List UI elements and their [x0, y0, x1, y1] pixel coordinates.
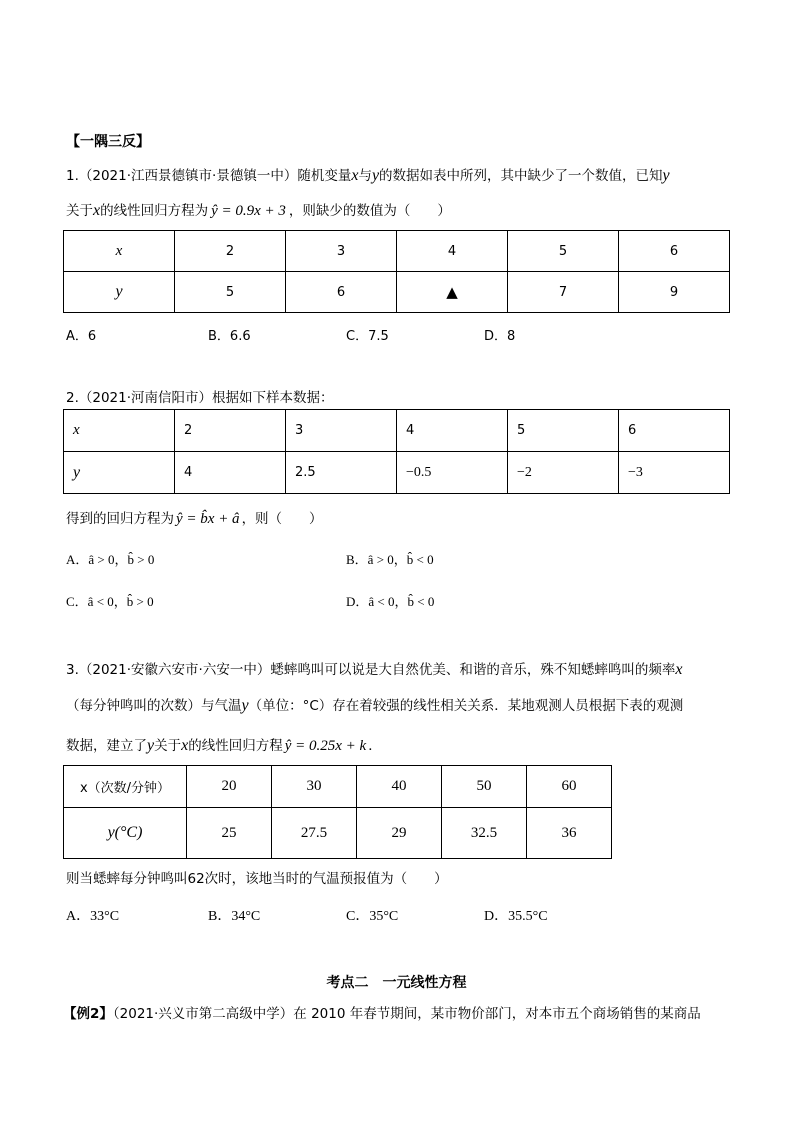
q2-option-a: A．â > 0，b̂ > 0: [66, 552, 155, 567]
q2-table-y-cell: 2.5: [286, 452, 397, 494]
q1-table-x-cell: 2: [175, 231, 286, 272]
q1-table: [63, 230, 730, 313]
q2-option-c: C．â < 0，b̂ > 0: [66, 594, 154, 609]
q1-line2-mid: 的线性回归方程为: [100, 203, 209, 219]
q1-option-a: A．6: [66, 329, 97, 344]
q2-table-x-cell: 2: [175, 410, 286, 452]
q1-table-y-cell: 6: [286, 272, 397, 313]
q1-line1: [66, 164, 670, 185]
q3-line2: [66, 694, 683, 715]
q3-table-y-label: y(°C): [64, 808, 187, 859]
q3-table-x-label: x（次数/分钟）: [64, 766, 187, 808]
q1-line2-prefix: 关于: [66, 203, 93, 219]
q3-line3-var-y: y: [147, 737, 155, 754]
q1-table-missing-triangle: ▲: [397, 272, 508, 313]
q3-table-x-cell: 30: [272, 766, 357, 808]
q3-table: [63, 765, 612, 859]
section2-title: 考点二 一元线性方程: [326, 975, 467, 991]
q3-option-d: D．35.5°C: [484, 909, 548, 924]
q3-table-x-cell: 50: [442, 766, 527, 808]
q1-option-c: C．7.5: [346, 329, 389, 344]
q3-line3: [66, 734, 382, 755]
q1-table-y-cell: 7: [508, 272, 619, 313]
q1-and: 与: [358, 168, 372, 184]
q3-table-y-cell: 25: [187, 808, 272, 859]
q3-table-x-cell: 60: [527, 766, 612, 808]
q3-question: 则当蟋蟀每分钟鸣叫62次时，该地当时的气温预报值为（ ）: [66, 871, 448, 887]
example2-label: 【例2】: [63, 1006, 113, 1022]
q1-table-x-label: x: [64, 231, 175, 272]
q1-table-y-cell: 5: [175, 272, 286, 313]
q1-line2-var-x: x: [93, 202, 101, 219]
q1-table-x-cell: 5: [508, 231, 619, 272]
q3-table-y-cell: 36: [527, 808, 612, 859]
q2-result-equation: ŷ = b̂x + â: [176, 511, 240, 527]
q2-option-d: D．â < 0，b̂ < 0: [346, 594, 435, 609]
q2-table-y-label: y: [64, 452, 175, 494]
q3-table-y-cell: 29: [357, 808, 442, 859]
q1-option-d: D．8: [484, 329, 516, 344]
q2-table-x-label: x: [64, 410, 175, 452]
q3-line3-suffix: ．: [368, 738, 382, 754]
q1-table-y-label: y: [64, 272, 175, 313]
q3-line1: [66, 658, 682, 679]
q3-line1-text: 3.（2021·安徽六安市·六安一中）蟋蟀鸣叫可以说是大自然优美、和谐的音乐，殊不知蟋蟀鸣叫的频率: [66, 662, 676, 678]
q3-line3-prefix: 数据，建立了: [66, 738, 147, 754]
q3-line2-unit: （单位：°C）: [248, 698, 333, 714]
q1-table-x-cell: 3: [286, 231, 397, 272]
section-header: 【一隅三反】: [66, 134, 150, 150]
q3-line3-mid1: 关于: [154, 738, 182, 754]
q1-equation: ŷ = 0.9x + 3: [211, 203, 286, 219]
q1-var-y2: y: [662, 167, 670, 184]
q2-result-line: [66, 507, 323, 528]
q1-option-b: B．6.6: [208, 329, 251, 344]
q1-line2: [66, 199, 451, 220]
q2-table-x-cell: 4: [397, 410, 508, 452]
q1-table-y-cell: 9: [619, 272, 730, 313]
q3-table-x-cell: 20: [187, 766, 272, 808]
q3-line2-prefix: （每分钟鸣叫的次数）与气温: [66, 698, 242, 714]
q1-var-y: y: [371, 167, 380, 184]
example2-line: [63, 1002, 701, 1022]
q2-table-x-cell: 5: [508, 410, 619, 452]
q1-var-x: x: [351, 167, 359, 184]
q1-table-x-cell: 4: [397, 231, 508, 272]
q2-table: [63, 409, 730, 494]
q2-result-prefix: 得到的回归方程为: [66, 511, 174, 527]
q1-line1-suffix: 的数据如表中所列，其中缺少了一个数值，已知: [379, 168, 663, 184]
q3-line2-var: y: [241, 697, 249, 714]
q3-table-y-cell: 32.5: [442, 808, 527, 859]
q2-table-x-cell: 3: [286, 410, 397, 452]
q2-table-y-cell: −2: [508, 452, 619, 494]
q2-table-y-cell: −0.5: [397, 452, 508, 494]
q3-table-x-cell: 40: [357, 766, 442, 808]
q3-table-y-cell: 27.5: [272, 808, 357, 859]
q2-stem: 2.（2021·河南信阳市）根据如下样本数据：: [66, 390, 334, 406]
q2-table-y-cell: −3: [619, 452, 730, 494]
q3-option-c: C．35°C: [346, 909, 399, 924]
q2-option-b: B．â > 0，b̂ < 0: [346, 552, 434, 567]
q2-table-y-cell: 4: [175, 452, 286, 494]
q3-line1-var: x: [675, 661, 683, 678]
q3-line3-var-x: x: [181, 737, 189, 754]
q1-line1-prefix: 1.（2021·江西景德镇市·景德镇一中）随机变量: [66, 168, 352, 184]
q2-table-x-cell: 6: [619, 410, 730, 452]
q1-line2-suffix: ，则缺少的数值为（ ）: [288, 203, 451, 219]
q2-result-suffix: ，则（ ）: [241, 511, 323, 527]
example2-text: （2021·兴义市第二高级中学）在 2010 年春节期间，某市物价部门，对本市五个商场销售的某商品: [112, 1006, 701, 1022]
q1-table-x-cell: 6: [619, 231, 730, 272]
q3-line2-suffix: 存在着较强的线性相关关系．某地观测人员根据下表的观测: [332, 698, 684, 714]
q3-option-a: A．33°C: [66, 909, 120, 924]
q3-option-b: B．34°C: [208, 909, 261, 924]
q3-line3-mid2: 的线性回归方程: [188, 738, 283, 754]
q3-line3-equation: ŷ = 0.25x + k: [284, 738, 367, 754]
